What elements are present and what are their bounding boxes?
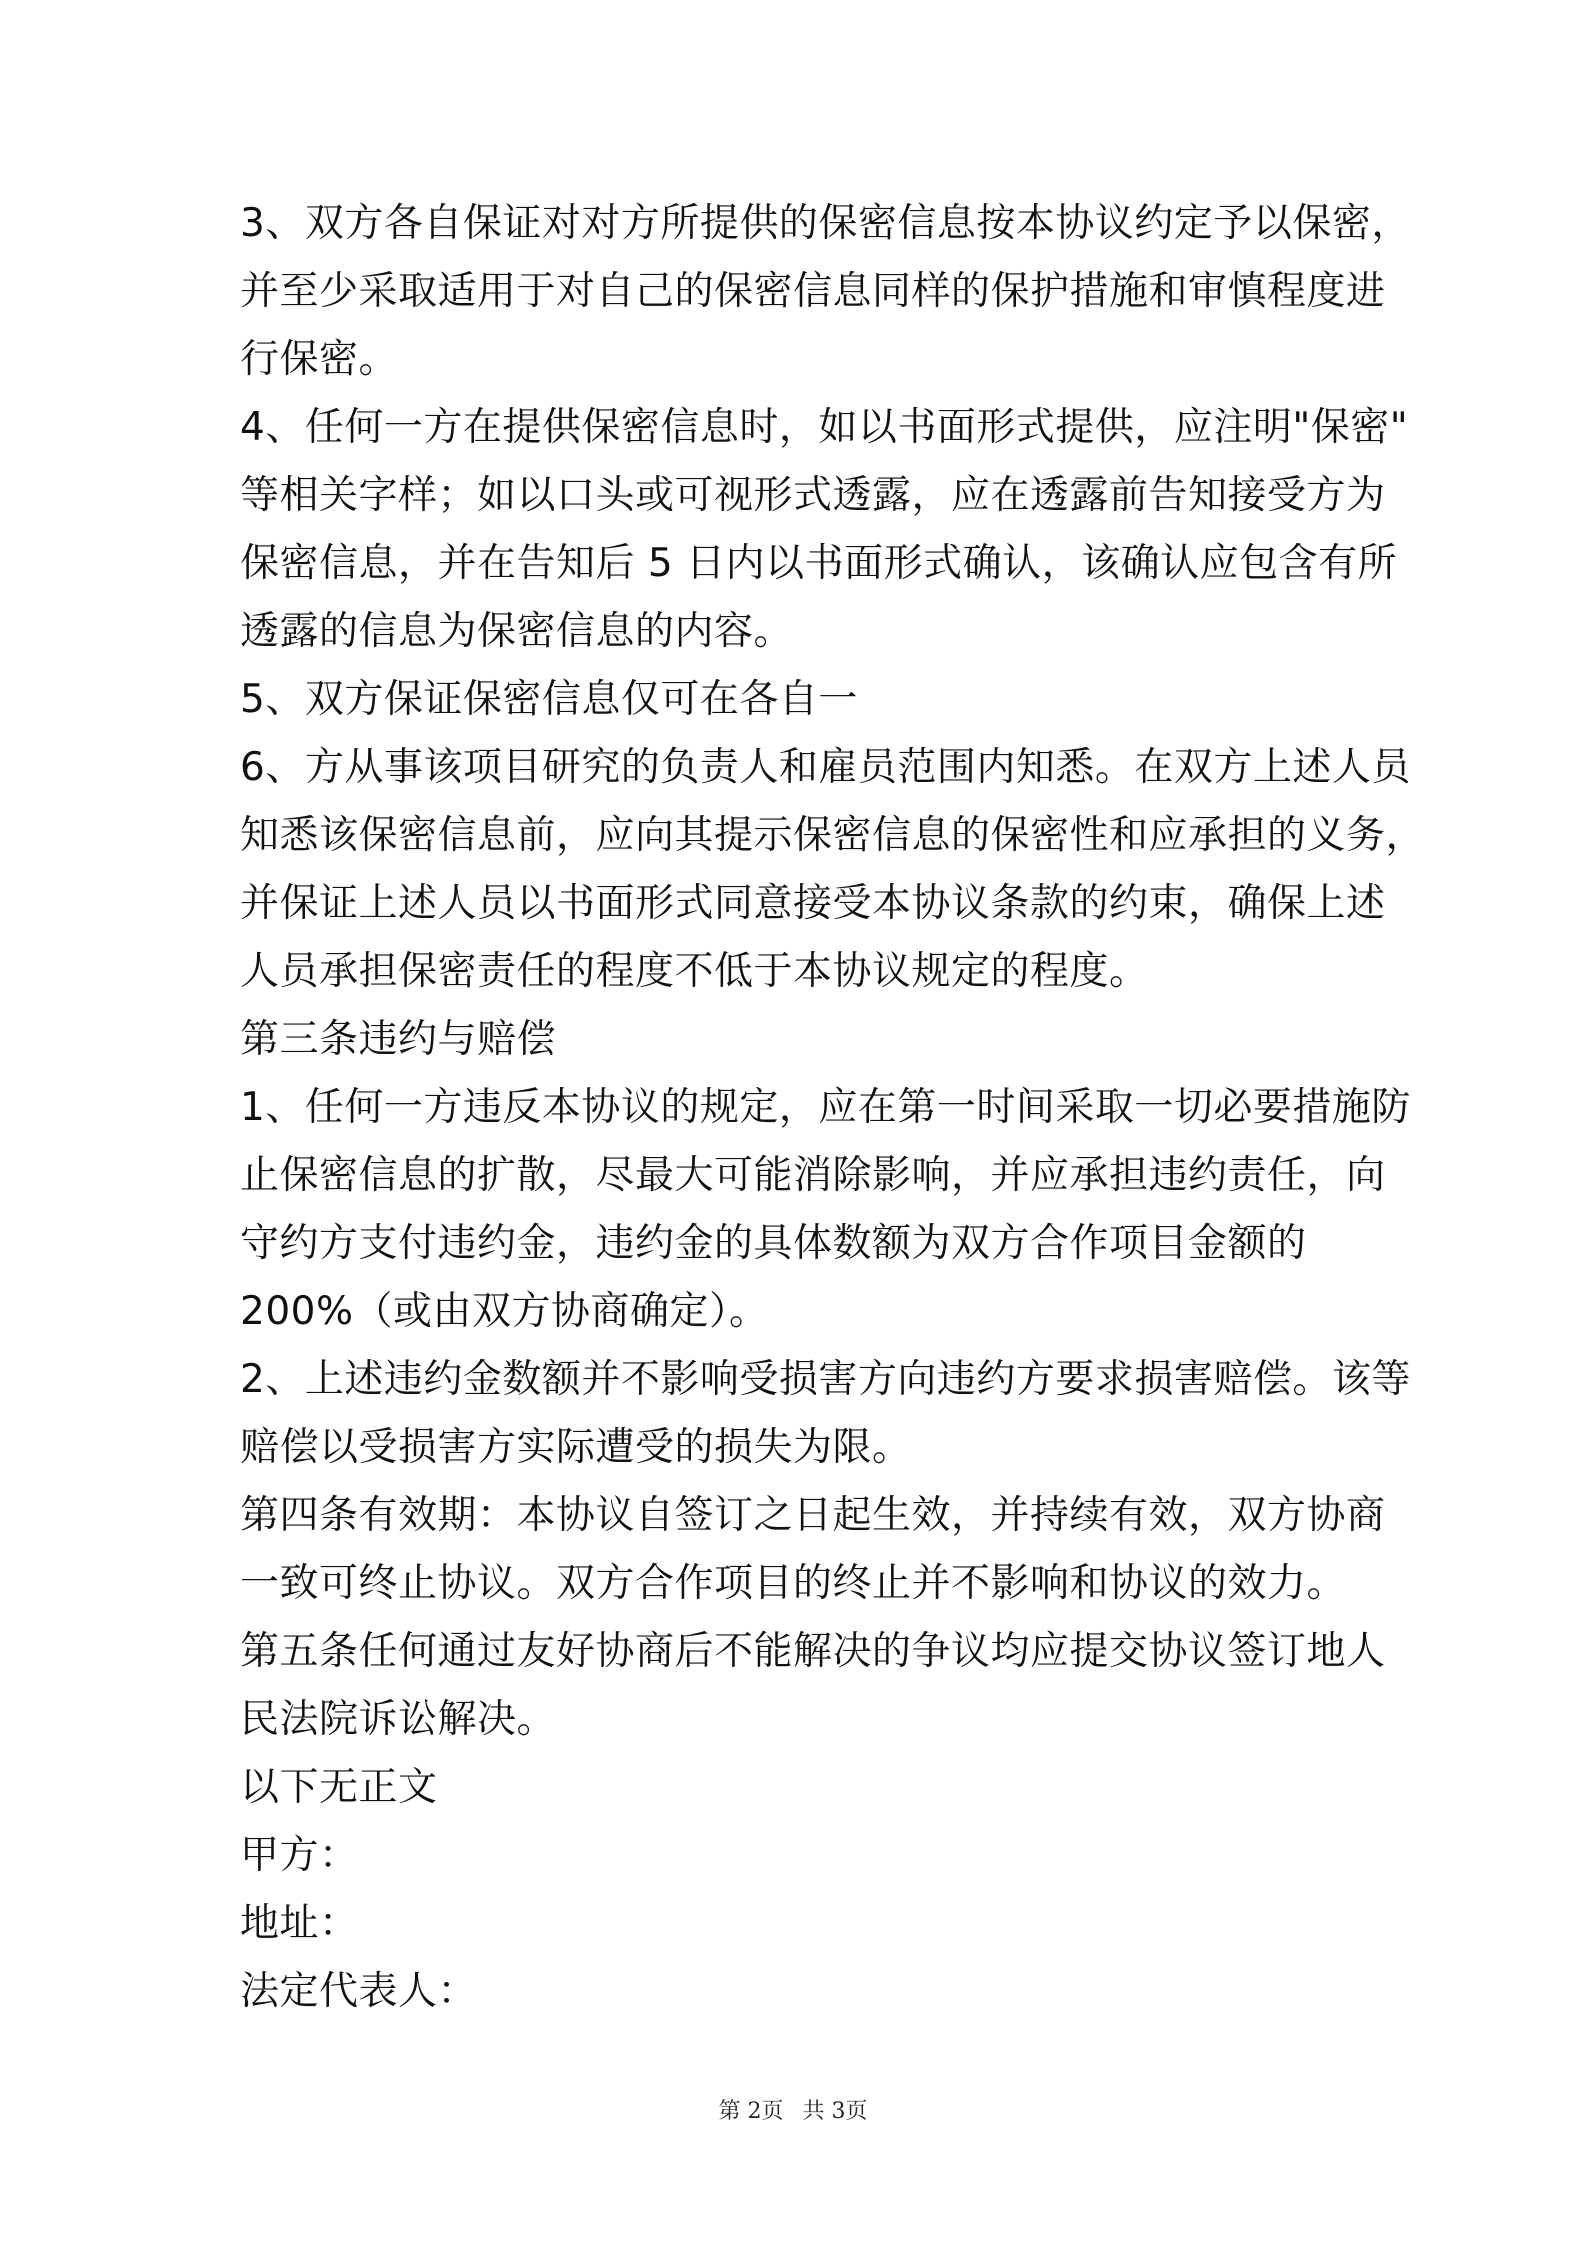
text-line: 保密信息，并在告知后 5 日内以书面形式确认，该确认应包含有所	[240, 541, 1398, 586]
signature-field-legal-representative: 法定代表人：	[240, 1969, 478, 2014]
signature-field-address: 地址：	[240, 1901, 359, 1946]
text-line: 等相关字样；如以口头或可视形式透露，应在透露前告知接受方为	[240, 473, 1386, 518]
text-line: 4、任何一方在提供保密信息时，如以书面形式提供，应注明"保密"	[240, 405, 1409, 450]
text-line: 守约方支付违约金，违约金的具体数额为双方合作项目金额的	[240, 1221, 1307, 1266]
text-line: 以下无正文	[240, 1765, 438, 1810]
section-heading: 第四条有效期：本协议自签订之日起生效，并持续有效，双方协商	[240, 1493, 1386, 1538]
text-line: 并保证上述人员以书面形式同意接受本协议条款的约束，确保上述	[240, 881, 1386, 926]
page-footer	[0, 2094, 1586, 2125]
text-line: 民法院诉讼解决。	[240, 1697, 557, 1742]
document-body	[240, 190, 1426, 2026]
page-total: 共 3页	[802, 2099, 868, 2124]
text-line: 1、任何一方违反本协议的规定，应在第一时间采取一切必要措施防	[240, 1085, 1411, 1130]
text-line: 知悉该保密信息前，应向其提示保密信息的保密性和应承担的义务，	[240, 813, 1426, 858]
text-line: 6、方从事该项目研究的负责人和雇员范围内知悉。在双方上述人员	[240, 745, 1411, 790]
text-line: 行保密。	[240, 337, 399, 382]
text-line: 并至少采取适用于对自己的保密信息同样的保护措施和审慎程度进	[240, 269, 1386, 314]
section-heading: 第三条违约与赔偿	[240, 1017, 557, 1062]
text-line: 3、双方各自保证对对方所提供的保密信息按本协议约定予以保密，	[240, 201, 1411, 246]
text-line: 5、双方保证保密信息仅可在各自一	[240, 677, 858, 722]
text-line: 一致可终止协议。双方合作项目的终止并不影响和协议的效力。	[240, 1561, 1347, 1606]
text-line: 止保密信息的扩散，尽最大可能消除影响，并应承担违约责任，向	[240, 1153, 1386, 1198]
signature-field-party-a: 甲方：	[240, 1833, 359, 1878]
text-line: 人员承担保密责任的程度不低于本协议规定的程度。	[240, 949, 1149, 994]
text-line: 2、上述违约金数额并不影响受损害方向违约方要求损害赔偿。该等	[240, 1357, 1411, 1402]
text-line: 赔偿以受损害方实际遭受的损失为限。	[240, 1425, 912, 1470]
text-line: 200%（或由双方协商确定）。	[240, 1289, 769, 1334]
page-number: 第 2页	[718, 2099, 784, 2124]
section-heading: 第五条任何通过友好协商后不能解决的争议均应提交协议签订地人	[240, 1629, 1386, 1674]
text-line: 透露的信息为保密信息的内容。	[240, 609, 794, 654]
